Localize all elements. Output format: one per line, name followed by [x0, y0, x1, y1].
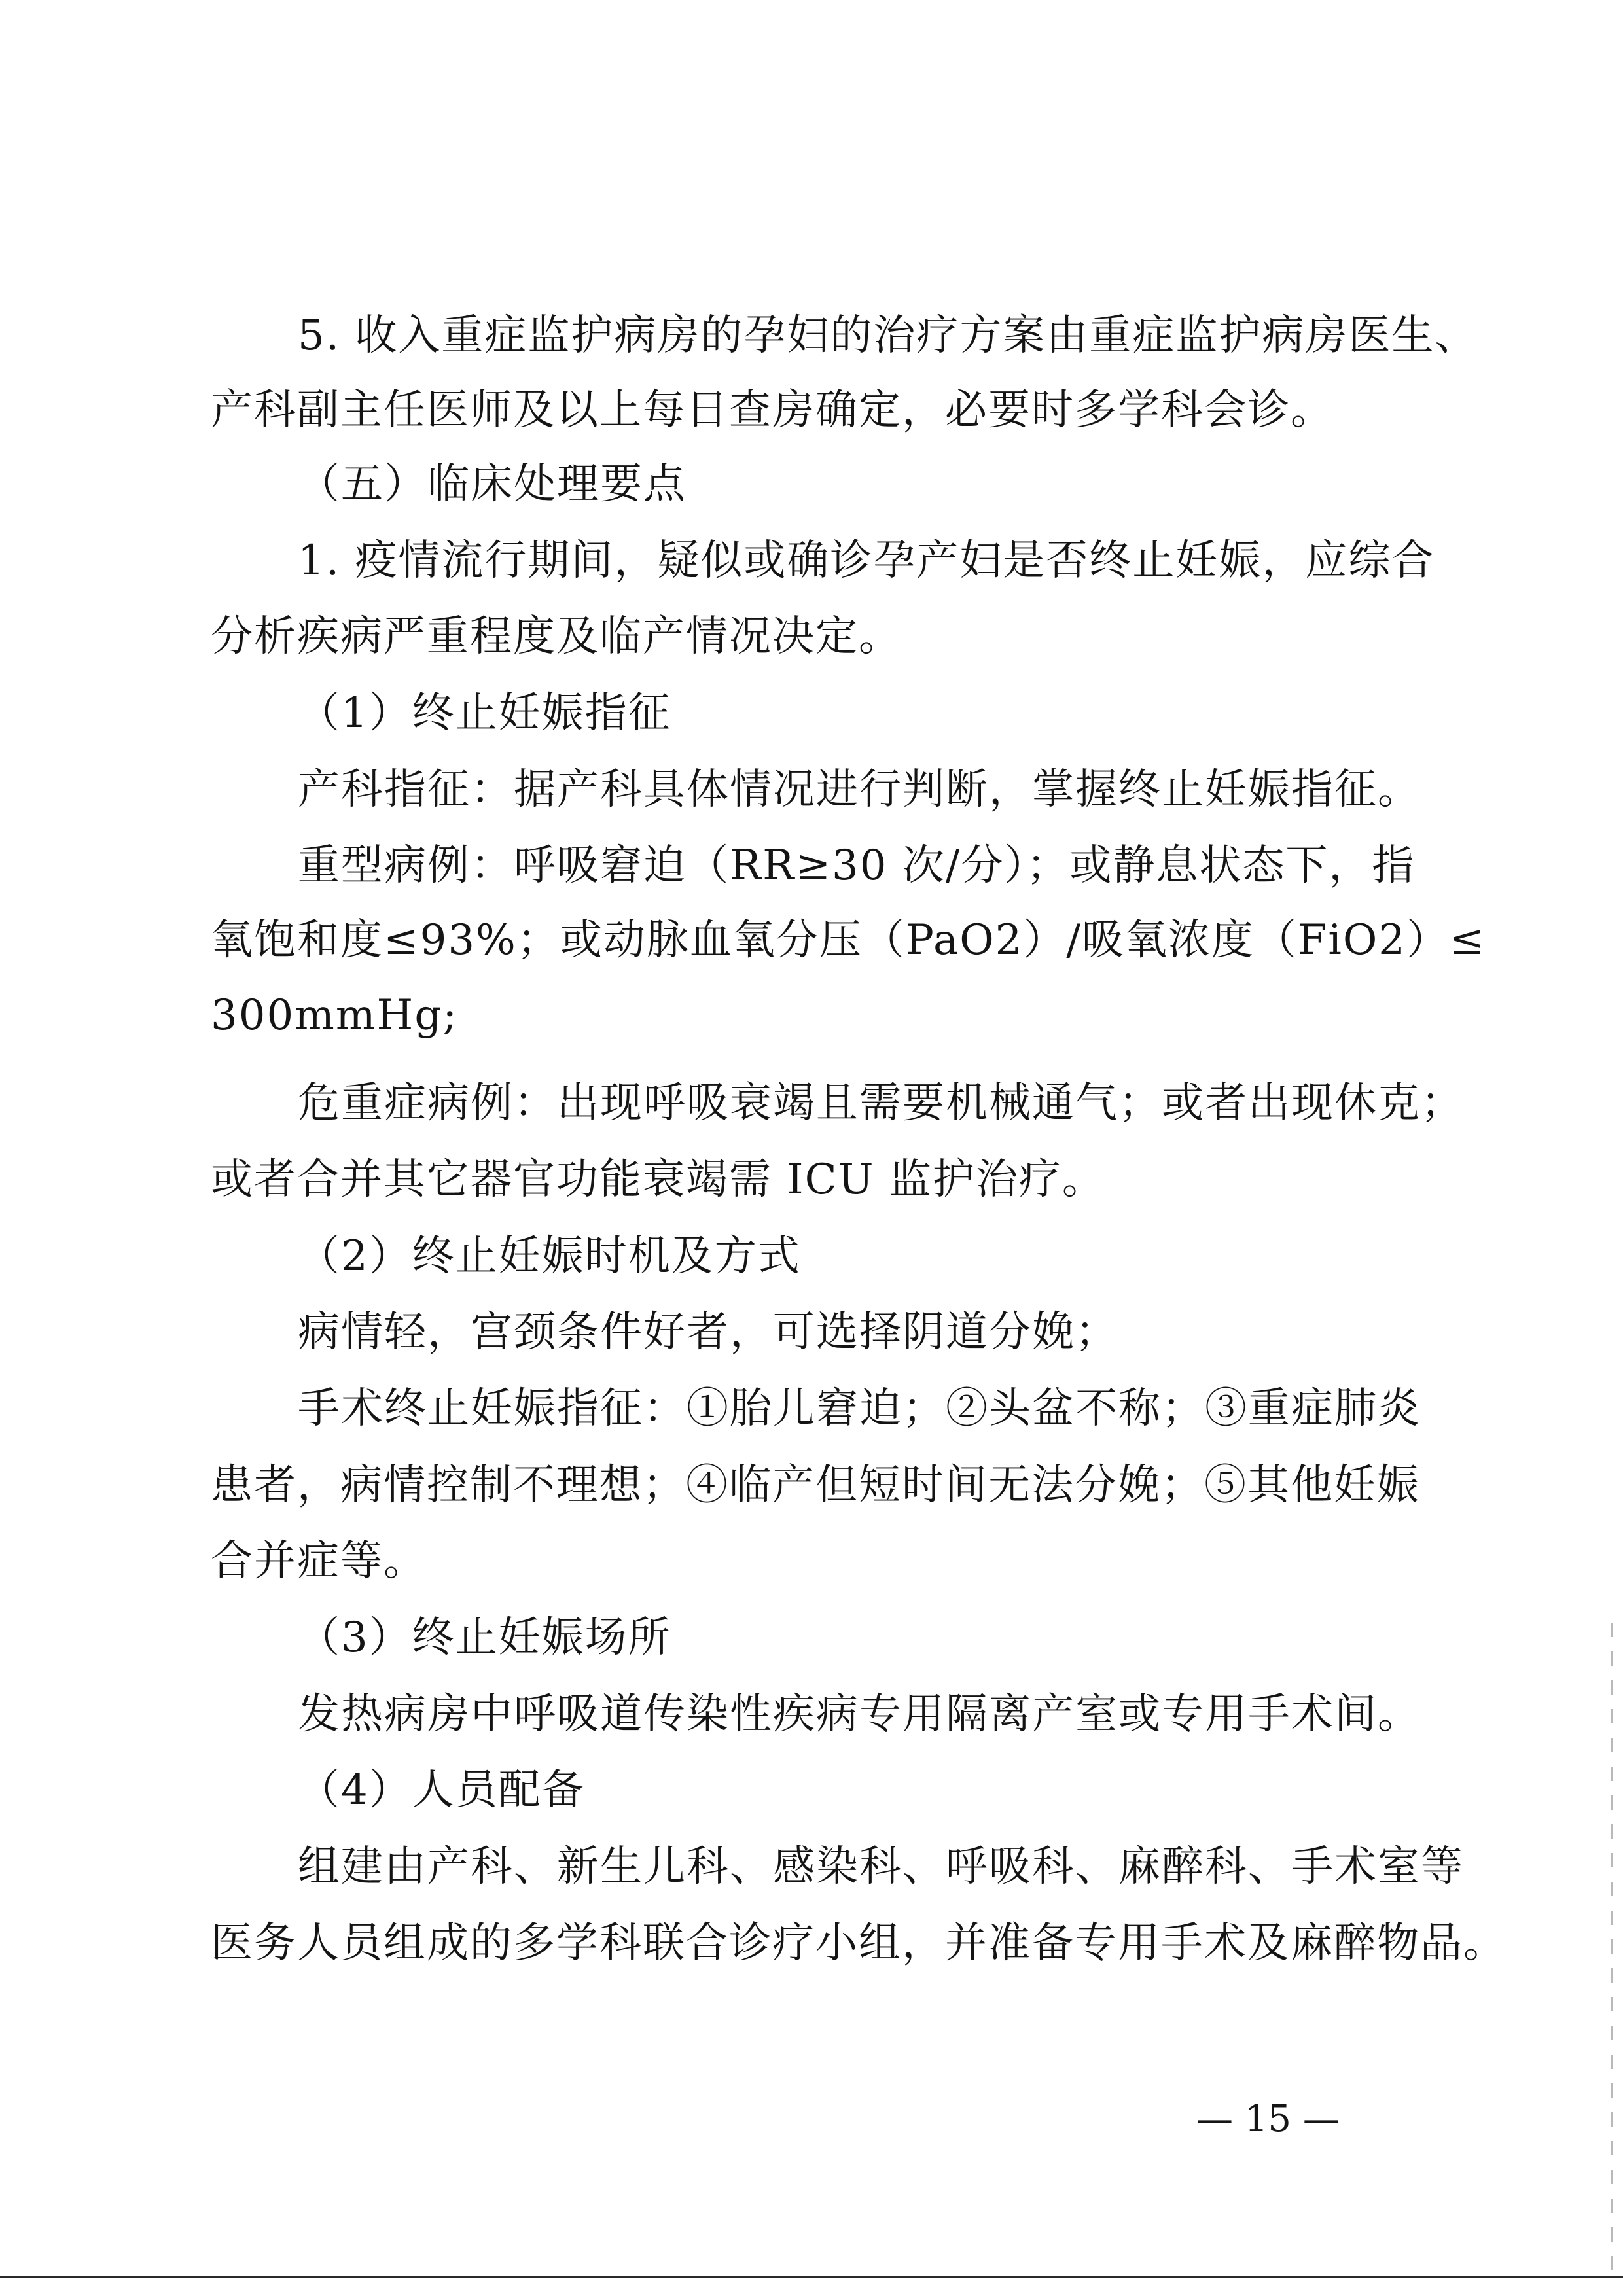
subsection-heading: （4）人员配备	[298, 1766, 585, 1814]
text-line: 或者合并其它器官功能衰竭需 ICU 监护治疗。	[211, 1156, 1105, 1204]
text-line: 产科副主任医师及以上每日查房确定，必要时多学科会诊。	[211, 386, 1334, 434]
text-line: 病情轻，宫颈条件好者，可选择阴道分娩；	[298, 1308, 1118, 1356]
text-line: 氧饱和度≤93%；或动脉血氧分压（PaO2）/吸氧浓度（FiO2）≤	[211, 916, 1486, 964]
text-line: 患者，病情控制不理想；④临产但短时间无法分娩；⑤其他妊娠	[211, 1461, 1420, 1510]
text-line: 产科指征：据产科具体情况进行判断，掌握终止妊娠指征。	[298, 766, 1421, 814]
section-heading: （五）临床处理要点	[298, 460, 687, 508]
text-line: 300mmHg;	[211, 991, 458, 1040]
text-line: 发热病房中呼吸道传染性疾病专用隔离产室或专用手术间。	[298, 1690, 1421, 1739]
text-line: 1. 疫情流行期间，疑似或确诊孕产妇是否终止妊娠，应综合	[298, 537, 1435, 585]
subsection-heading: （1）终止妊娠指征	[298, 689, 671, 737]
page-number: — 15 —	[1196, 2098, 1340, 2140]
text-line: 危重症病例：出现呼吸衰竭且需要机械通气；或者出现休克；	[298, 1079, 1464, 1127]
scan-edge-mark	[1611, 1623, 1613, 2277]
text-line: 重型病例：呼吸窘迫（RR≥30 次/分）；或静息状态下，指	[298, 841, 1416, 890]
text-line: 组建由产科、新生儿科、感染科、呼吸科、麻醉科、手术室等	[298, 1843, 1464, 1891]
bottom-rule	[0, 2276, 1623, 2278]
text-line: 医务人员组成的多学科联合诊疗小组，并准备专用手术及麻醉物品。	[211, 1919, 1507, 1968]
text-line: 5. 收入重症监护病房的孕妇的治疗方案由重症监护病房医生、	[298, 311, 1478, 360]
subsection-heading: （2）终止妊娠时机及方式	[298, 1232, 801, 1280]
text-line: 手术终止妊娠指征：①胎儿窘迫；②头盆不称；③重症肺炎	[298, 1385, 1421, 1433]
text-line: 合并症等。	[211, 1537, 427, 1585]
subsection-heading: （3）终止妊娠场所	[298, 1614, 671, 1662]
text-line: 分析疾病严重程度及临产情况决定。	[211, 612, 902, 661]
